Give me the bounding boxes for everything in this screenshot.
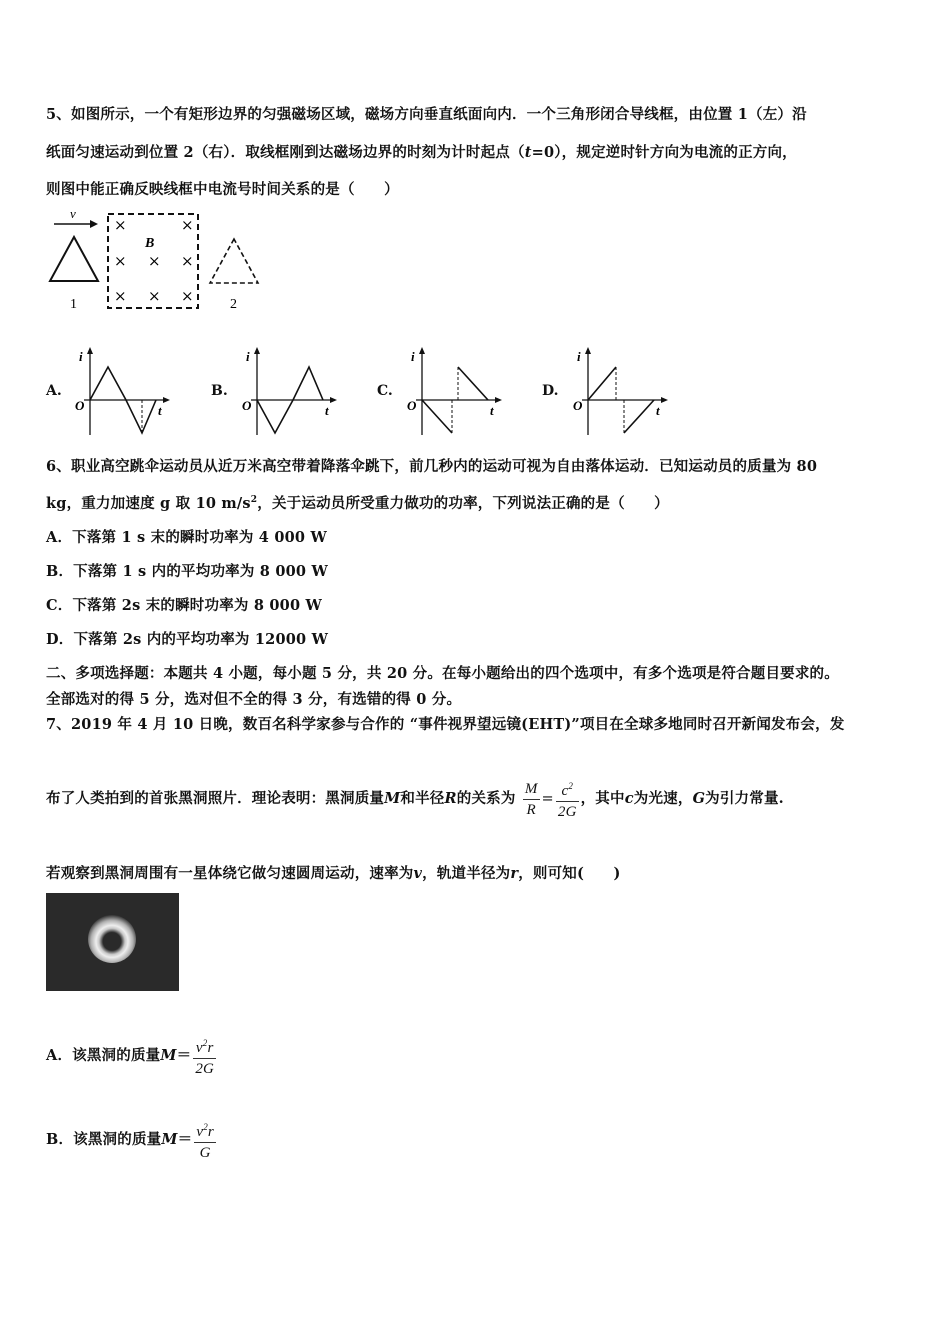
field-cross: × (181, 216, 194, 234)
q6-line1: 6、职业高空跳伞运动员从近万米高空带着降落伞跳下，前几秒内的运动可视为自由落体运动．已知运动员的质量为 80 (46, 458, 818, 475)
q5-option-a-label: A. (46, 383, 62, 399)
q7-option-b-fraction: $\frac{v^2r}{G}$ (194, 1117, 216, 1163)
q5-line3: 则图中能正确反映线框中电流号时间关系的是（ ） (46, 181, 399, 198)
q7-equals: = (541, 791, 554, 807)
triangle-position-1 (50, 237, 98, 281)
svg-text:i: i (79, 349, 83, 364)
field-cross: × (181, 287, 194, 305)
q7-line1: 7、2019 年 4 月 10 日晚，数百名科学家参与合作的 “事件视界望远镜(EHT)”项目在全球多地同时召开新闻发布会，发 (46, 716, 845, 733)
section2-line1: 二、多项选择题：本题共 4 小题，每小题 5 分，共 20 分。在每小题给出的四个选项中，有多个选项是符合题目要求的。 (46, 665, 839, 682)
q6-option-c[interactable]: C．下落第 2s 末的瞬时功率为 8 000 W (46, 597, 322, 614)
q6-option-d[interactable]: D．下落第 2s 内的平均功率为 12000 W (46, 631, 329, 648)
q5-t-var: t (524, 144, 532, 161)
q7-R: R (444, 790, 457, 807)
q5-option-c-label: C. (377, 383, 393, 399)
q7-line2 (46, 776, 784, 822)
q7-option-b[interactable] (46, 1117, 218, 1163)
velocity-label: v (70, 206, 76, 221)
q7-option-a-eq: ＝ (176, 1047, 192, 1064)
svg-text:t: t (325, 403, 329, 418)
section2-line2: 全部选对的得 5 分，选对但不全的得 3 分，有选错的得 0 分。 (46, 691, 462, 708)
q7-line3 (46, 862, 621, 883)
q7-option-b-M: M (161, 1131, 178, 1148)
q6-sup: 2 (250, 495, 258, 506)
q6-line2-b: ，关于运动员所受重力做功的功率，下列说法正确的是（ ） (257, 495, 669, 512)
q7-option-a-M: M (160, 1047, 177, 1064)
black-hole-ring (88, 915, 136, 963)
q5-graph-a[interactable] (72, 345, 172, 437)
field-cross: × (148, 252, 161, 270)
svg-text:O: O (573, 398, 583, 413)
q5-option-b-label: B. (211, 383, 228, 399)
q6-line2 (46, 492, 669, 513)
q7-option-a[interactable] (46, 1033, 218, 1079)
svg-text:t: t (158, 403, 162, 418)
svg-text:i: i (411, 349, 415, 364)
q7-line2-f: 为引力常量. (705, 790, 784, 807)
q7-line2-c: 的关系为 (456, 790, 516, 807)
q5-line1: 5、如图所示，一个有矩形边界的匀强磁场区域，磁场方向垂直纸面向内．一个三角形闭合导线框，由位置 1（左）沿 (46, 106, 807, 123)
q7-line3-c: ，则可知( ) (518, 865, 621, 882)
q7-v: v (413, 865, 423, 882)
q5-field-figure (44, 205, 274, 315)
svg-text:O: O (407, 398, 417, 413)
svg-text:t: t (490, 403, 494, 418)
q7-fraction-lhs: $\frac{M}{R}$ (524, 780, 538, 818)
q7-M: M (384, 790, 401, 807)
svg-text:O: O (75, 398, 85, 413)
q7-option-b-text: B．该黑洞的质量 (46, 1131, 162, 1148)
q5-graph-d[interactable] (570, 345, 670, 437)
svg-text:i: i (577, 349, 581, 364)
q7-fraction-rhs: $\frac{c^2}{2G}$ (556, 776, 579, 822)
q5-line2-a: 纸面匀速运动到位置 2（右）．取线框刚到达磁场边界的时刻为计时起点（ (46, 144, 525, 161)
q7-line2-b: 和半径 (400, 790, 445, 807)
q5-line2-b: =0），规定逆时针方向为电流的正方向， (531, 144, 797, 161)
q7-line2-d: ，其中 (580, 790, 625, 807)
field-b-label: B (145, 236, 155, 251)
field-cross: × (114, 216, 127, 234)
q7-option-b-eq: ＝ (177, 1131, 193, 1148)
position-1-label: 1 (70, 297, 77, 312)
svg-text:O: O (242, 398, 252, 413)
q7-line2-a: 布了人类拍到的首张黑洞照片．理论表明：黑洞质量 (46, 790, 385, 807)
q5-graph-c[interactable] (404, 345, 504, 437)
field-cross: × (114, 287, 127, 305)
q7-G: G (692, 790, 706, 807)
field-cross: × (148, 287, 161, 305)
q7-r: r (510, 865, 519, 882)
q6-option-b[interactable]: B．下落第 1 s 内的平均功率为 8 000 W (46, 563, 328, 580)
position-2-label: 2 (230, 297, 237, 312)
q7-option-a-text: A．该黑洞的质量 (46, 1047, 161, 1064)
svg-text:t: t (656, 403, 660, 418)
q7-option-a-fraction: $\frac{v^2r}{2G}$ (193, 1033, 216, 1079)
q5-option-d-label: D. (542, 383, 559, 399)
q6-line2-a: kg，重力加速度 g 取 10 m/s (46, 495, 251, 512)
black-hole-photo (46, 893, 179, 991)
q7-line3-b: ，轨道半径为 (422, 865, 511, 882)
field-cross: × (181, 252, 194, 270)
q7-line3-a: 若观察到黑洞周围有一星体绕它做匀速圆周运动，速率为 (46, 865, 414, 882)
q7-line2-e: 为光速， (633, 790, 693, 807)
q5-graph-b[interactable] (239, 345, 339, 437)
q7-c: c (624, 790, 634, 807)
velocity-arrowhead (90, 220, 98, 228)
q6-option-a[interactable]: A．下落第 1 s 末的瞬时功率为 4 000 W (46, 529, 327, 546)
field-cross: × (114, 252, 127, 270)
q5-line2 (46, 141, 797, 162)
svg-text:i: i (246, 349, 250, 364)
triangle-position-2 (210, 239, 258, 283)
